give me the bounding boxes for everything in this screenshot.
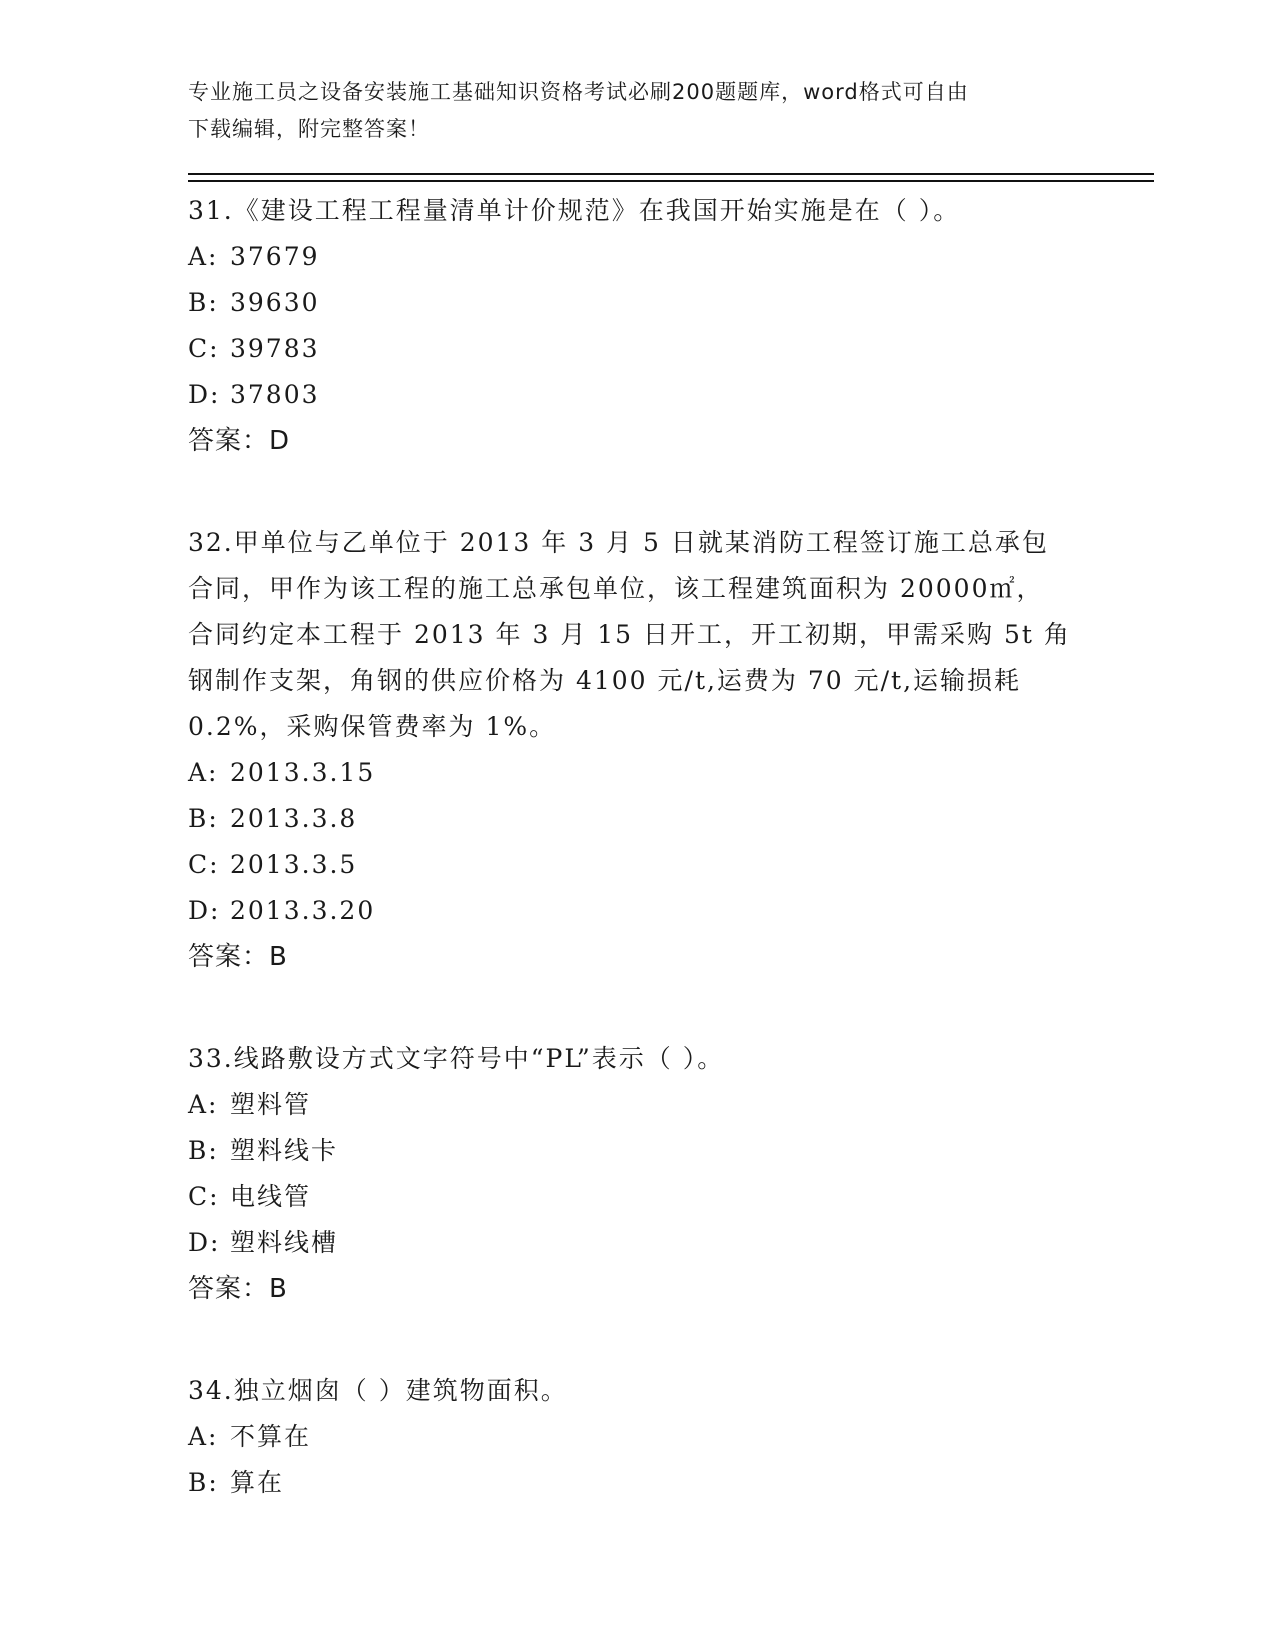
option-letter: A: — [188, 1422, 219, 1451]
option-a — [188, 234, 1088, 280]
question-stem-line: 钢制作支架，角钢的供应价格为 4100 元/t,运费为 70 元/t,运输损耗 — [188, 666, 1022, 695]
option-letter: B: — [188, 288, 219, 317]
question-33 — [188, 1036, 1088, 1312]
option-text: 2013.3.20 — [230, 896, 376, 925]
question-stem: 34.独立烟囱（ ）建筑物面积。 — [188, 1376, 568, 1405]
option-a — [188, 750, 1088, 796]
answer-label: 答案：D — [188, 426, 291, 456]
option-letter: A: — [188, 1090, 219, 1119]
option-letter: A: — [188, 758, 219, 787]
option-text: 37803 — [230, 380, 320, 409]
question-31 — [188, 188, 1088, 464]
option-d — [188, 1220, 1088, 1266]
option-a — [188, 1414, 1088, 1460]
option-text: 塑料管 — [230, 1090, 312, 1119]
option-text: 2013.3.5 — [230, 850, 358, 879]
question-stem: 31.《建设工程工程量清单计价规范》在我国开始实施是在（ ）。 — [188, 196, 961, 225]
document-header — [188, 74, 1068, 148]
question-list — [188, 188, 1088, 1562]
option-text: 39630 — [230, 288, 320, 317]
option-d — [188, 888, 1088, 934]
header-divider-bottom — [188, 180, 1154, 182]
option-letter: D: — [188, 896, 221, 925]
question-stem-line: 32.甲单位与乙单位于 2013 年 3 月 5 日就某消防工程签订施工总承包 — [188, 528, 1049, 557]
option-b — [188, 796, 1088, 842]
question-stem-line: 0.2%，采购保管费率为 1%。 — [188, 712, 557, 741]
option-letter: A: — [188, 242, 219, 271]
header-divider-top — [188, 173, 1154, 175]
option-c — [188, 842, 1088, 888]
option-letter: C: — [188, 1182, 220, 1211]
option-text: 2013.3.8 — [230, 804, 358, 833]
option-text: 37679 — [230, 242, 320, 271]
answer-label: 答案：B — [188, 942, 288, 972]
option-text: 电线管 — [230, 1182, 312, 1211]
option-text: 算在 — [230, 1468, 285, 1497]
option-d — [188, 372, 1088, 418]
question-stem-line: 合同约定本工程于 2013 年 3 月 15 日开工，开工初期，甲需采购 5t 角 — [188, 620, 1071, 649]
option-text: 塑料线槽 — [230, 1228, 339, 1257]
option-letter: C: — [188, 334, 220, 363]
question-stem-line: 合同，甲作为该工程的施工总承包单位，该工程建筑面积为 20000㎡， — [188, 574, 1044, 603]
header-line-2: 下载编辑，附完整答案！ — [188, 117, 430, 141]
option-text: 不算在 — [230, 1422, 312, 1451]
option-c — [188, 1174, 1088, 1220]
question-34 — [188, 1368, 1088, 1506]
option-letter: B: — [188, 804, 219, 833]
option-letter: D: — [188, 380, 221, 409]
option-letter: D: — [188, 1228, 221, 1257]
option-text: 塑料线卡 — [230, 1136, 339, 1165]
option-text: 39783 — [230, 334, 320, 363]
option-b — [188, 1128, 1088, 1174]
option-letter: B: — [188, 1468, 219, 1497]
option-text: 2013.3.15 — [230, 758, 376, 787]
option-letter: C: — [188, 850, 220, 879]
option-b — [188, 280, 1088, 326]
option-c — [188, 326, 1088, 372]
answer-label: 答案：B — [188, 1274, 288, 1304]
option-letter: B: — [188, 1136, 219, 1165]
option-b — [188, 1460, 1088, 1506]
header-line-1: 专业施工员之设备安装施工基础知识资格考试必刷200题题库，word格式可自由 — [188, 80, 969, 104]
question-32 — [188, 520, 1088, 980]
question-stem: 33.线路敷设方式文字符号中“PL”表示（ ）。 — [188, 1044, 725, 1073]
option-a — [188, 1082, 1088, 1128]
